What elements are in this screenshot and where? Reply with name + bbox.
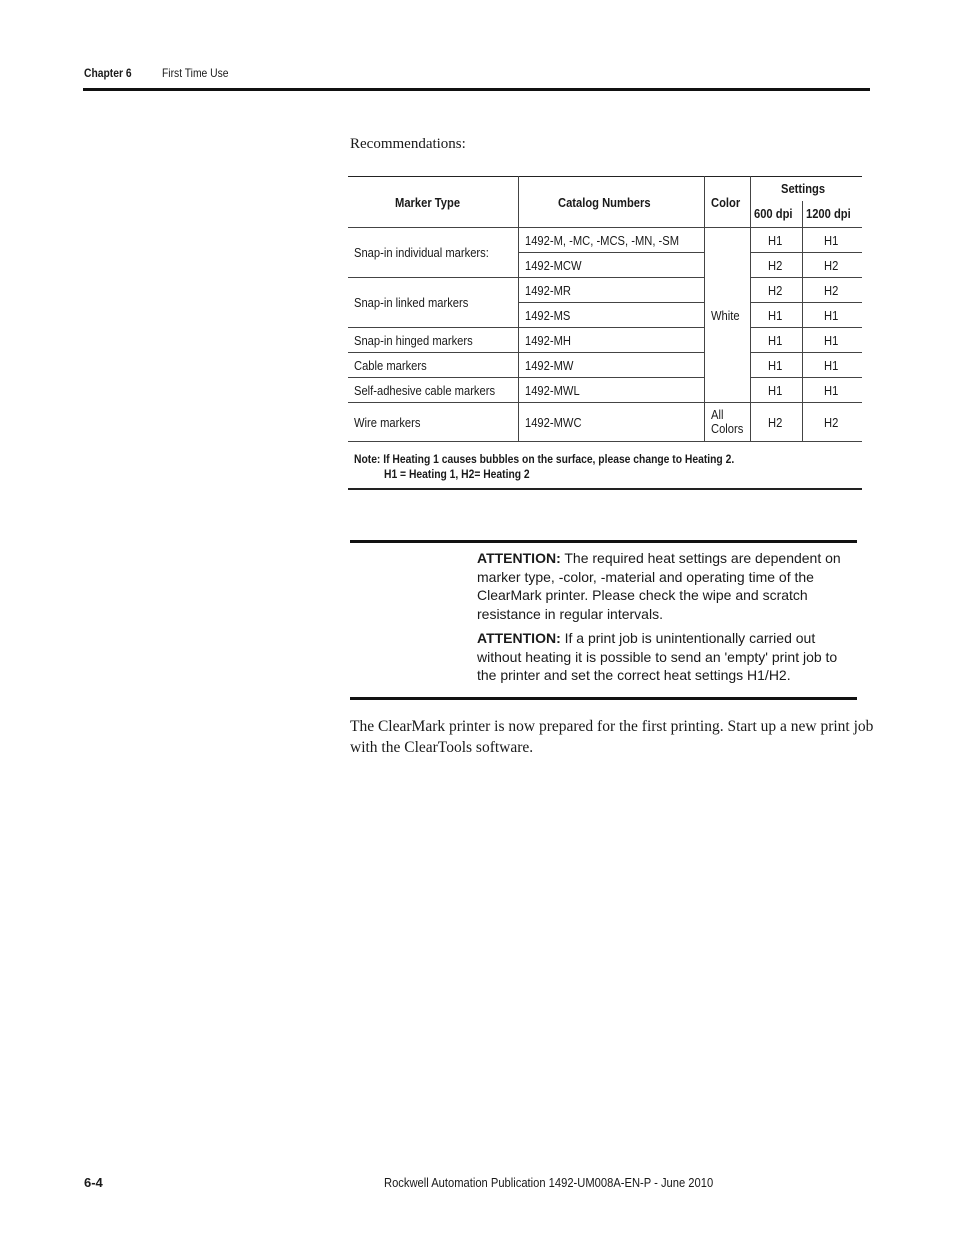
- col-header-color: Color: [705, 177, 751, 228]
- dpi600-cell: H2: [751, 253, 803, 278]
- attention-block-1: [477, 549, 849, 623]
- section-title: First Time Use: [162, 66, 229, 80]
- col-header-settings: Settings: [751, 177, 862, 201]
- table-row: [348, 403, 862, 442]
- dpi600-cell: H2: [751, 403, 803, 442]
- catalog-cell: 1492-MR: [519, 278, 705, 303]
- attention-rule-bottom: [350, 697, 857, 700]
- catalog-cell: 1492-M, -MC, -MCS, -MN, -SM: [519, 228, 705, 253]
- table-row: [348, 228, 862, 253]
- dpi1200-cell: H1: [803, 378, 863, 403]
- attention-rule-top: [350, 540, 857, 543]
- chapter-label: Chapter 6: [84, 66, 132, 80]
- catalog-cell: 1492-MCW: [519, 253, 705, 278]
- catalog-cell: 1492-MH: [519, 328, 705, 353]
- attention-text: The required heat settings are dependent on marker type, -color, -material and operating time of the ClearMark printer. Please check the wipe and scratch resistance in regular intervals.: [477, 550, 841, 622]
- dpi600-cell: H1: [751, 378, 803, 403]
- body-paragraph: The ClearMark printer is now prepared for the first printing. Start up a new print job with the ClearTools software.: [350, 718, 874, 756]
- table-note-row: [348, 442, 862, 490]
- color-all-cell: All Colors: [705, 403, 751, 442]
- marker-type-cell: Snap-in linked markers: [348, 278, 519, 328]
- header-rule: [83, 88, 870, 91]
- dpi1200-cell: H1: [803, 353, 863, 378]
- catalog-cell: 1492-MWL: [519, 378, 705, 403]
- recommendations-heading: Recommendations:: [350, 136, 466, 152]
- publication-info: Rockwell Automation Publication 1492-UM008A-EN-P - June 2010: [384, 1175, 714, 1190]
- dpi1200-cell: H2: [803, 278, 863, 303]
- table-row: [348, 278, 862, 303]
- marker-type-cell: Wire markers: [348, 403, 519, 442]
- table-row: [348, 353, 862, 378]
- dpi1200-cell: H2: [803, 253, 863, 278]
- dpi600-cell: H1: [751, 228, 803, 253]
- table-note: Note: If Heating 1 causes bubbles on the surface, please change to Heating 2. H1 = Heating 1, H2= Heating 2: [348, 442, 862, 490]
- dpi600-cell: H1: [751, 303, 803, 328]
- col-header-catalog: Catalog Numbers: [519, 177, 705, 228]
- dpi600-cell: H1: [751, 328, 803, 353]
- catalog-cell: 1492-MW: [519, 353, 705, 378]
- dpi1200-cell: H1: [803, 228, 863, 253]
- dpi1200-cell: H1: [803, 328, 863, 353]
- table-row: [348, 328, 862, 353]
- dpi1200-cell: H2: [824, 414, 839, 430]
- dpi1200-cell: H1: [803, 303, 863, 328]
- catalog-cell: 1492-MWC: [519, 403, 705, 442]
- marker-type-cell: Snap-in individual markers:: [348, 228, 519, 278]
- heat-settings-table: [348, 176, 862, 490]
- catalog-cell: 1492-MS: [519, 303, 705, 328]
- col-header-600dpi: 600 dpi: [751, 201, 803, 228]
- dpi600-cell: H1: [751, 353, 803, 378]
- dpi600-cell: H2: [751, 278, 803, 303]
- attention-label: ATTENTION:: [477, 550, 561, 566]
- color-white-cell: White: [705, 228, 751, 403]
- attention-text: If a print job is unintentionally carried out without heating it is possible to send an 'empty' print job to the printer and set the correct heat settings H1/H2.: [477, 630, 838, 683]
- attention-block-2: [477, 629, 849, 685]
- running-header: [84, 66, 229, 80]
- col-header-1200dpi: 1200 dpi: [803, 201, 863, 228]
- col-header-marker-type: Marker Type: [348, 177, 519, 228]
- attention-label: ATTENTION:: [477, 630, 561, 646]
- table-row: [348, 378, 862, 403]
- marker-type-cell: Snap-in hinged markers: [348, 328, 519, 353]
- page-number: 6-4: [84, 1175, 103, 1190]
- marker-type-cell: Cable markers: [348, 353, 519, 378]
- marker-type-cell: Self-adhesive cable markers: [348, 378, 519, 403]
